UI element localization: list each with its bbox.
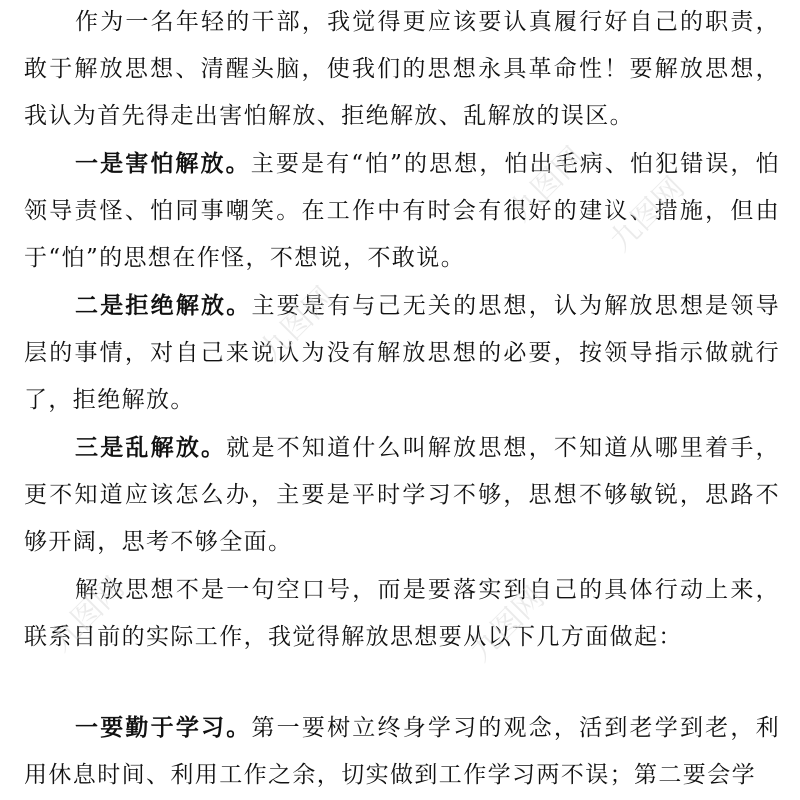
paragraph-text: 第一要树立终身学习的观念，活到老学到老，利用休息时间、利用工作之余，切实做到工作学习两不误；第二要会学	[24, 715, 780, 788]
paragraph-text: 主要是有“怕”的思想，怕出毛病、怕犯错误，怕领导责怪、怕同事嘲笑。在工作中有时会有很好的建议、措施，但由于“怕”的思想在作怪，不想说，不敢说。	[24, 151, 780, 271]
watermark-logo: 九图网	[463, 580, 552, 669]
watermark-logo: 九图网	[603, 170, 692, 259]
paragraph-lead: 一是害怕解放。	[75, 151, 251, 177]
paragraph-fear-of-liberation	[24, 141, 780, 282]
paragraph-lead: 一要勤于学习。	[75, 715, 252, 741]
paragraph-text: 主要是有与己无关的思想，认为解放思想是领导层的事情，对自己来说认为没有解放思想的必要，按领导指示做就行了，拒绝解放。	[24, 293, 780, 413]
paragraph-lead: 三是乱解放。	[75, 435, 227, 461]
paragraph-text: 作为一名年轻的干部，我觉得更应该要认真履行好自己的职责，敢于解放思想、清醒头脑，使我们的思想永具革命性！要解放思想，我认为首先得走出害怕解放、拒绝解放、乱解放的误区。	[24, 9, 780, 129]
paragraph-transition	[24, 567, 780, 661]
paragraph-text: 就是不知道什么叫解放思想，不知道从哪里着手，更不知道应该怎么办，主要是平时学习不够，思想不够敏锐，思路不够开阔，思考不够全面。	[24, 435, 780, 555]
paragraph-intro	[24, 0, 780, 140]
paragraph-chaotic-liberation	[24, 425, 780, 566]
paragraph-lead: 二是拒绝解放。	[75, 293, 252, 319]
watermark-logo: 九图网	[253, 280, 342, 369]
paragraph-text: 解放思想不是一句空口号，而是要落实到自己的具体行动上来，联系目前的实际工作，我觉得解放思想要从以下几方面做起：	[24, 577, 780, 650]
watermark-logo: 九图网	[503, 140, 592, 229]
watermark-logo: 九图网	[43, 570, 132, 659]
paragraph-refusing-liberation	[24, 283, 780, 424]
paragraph-diligent-study	[24, 705, 780, 799]
